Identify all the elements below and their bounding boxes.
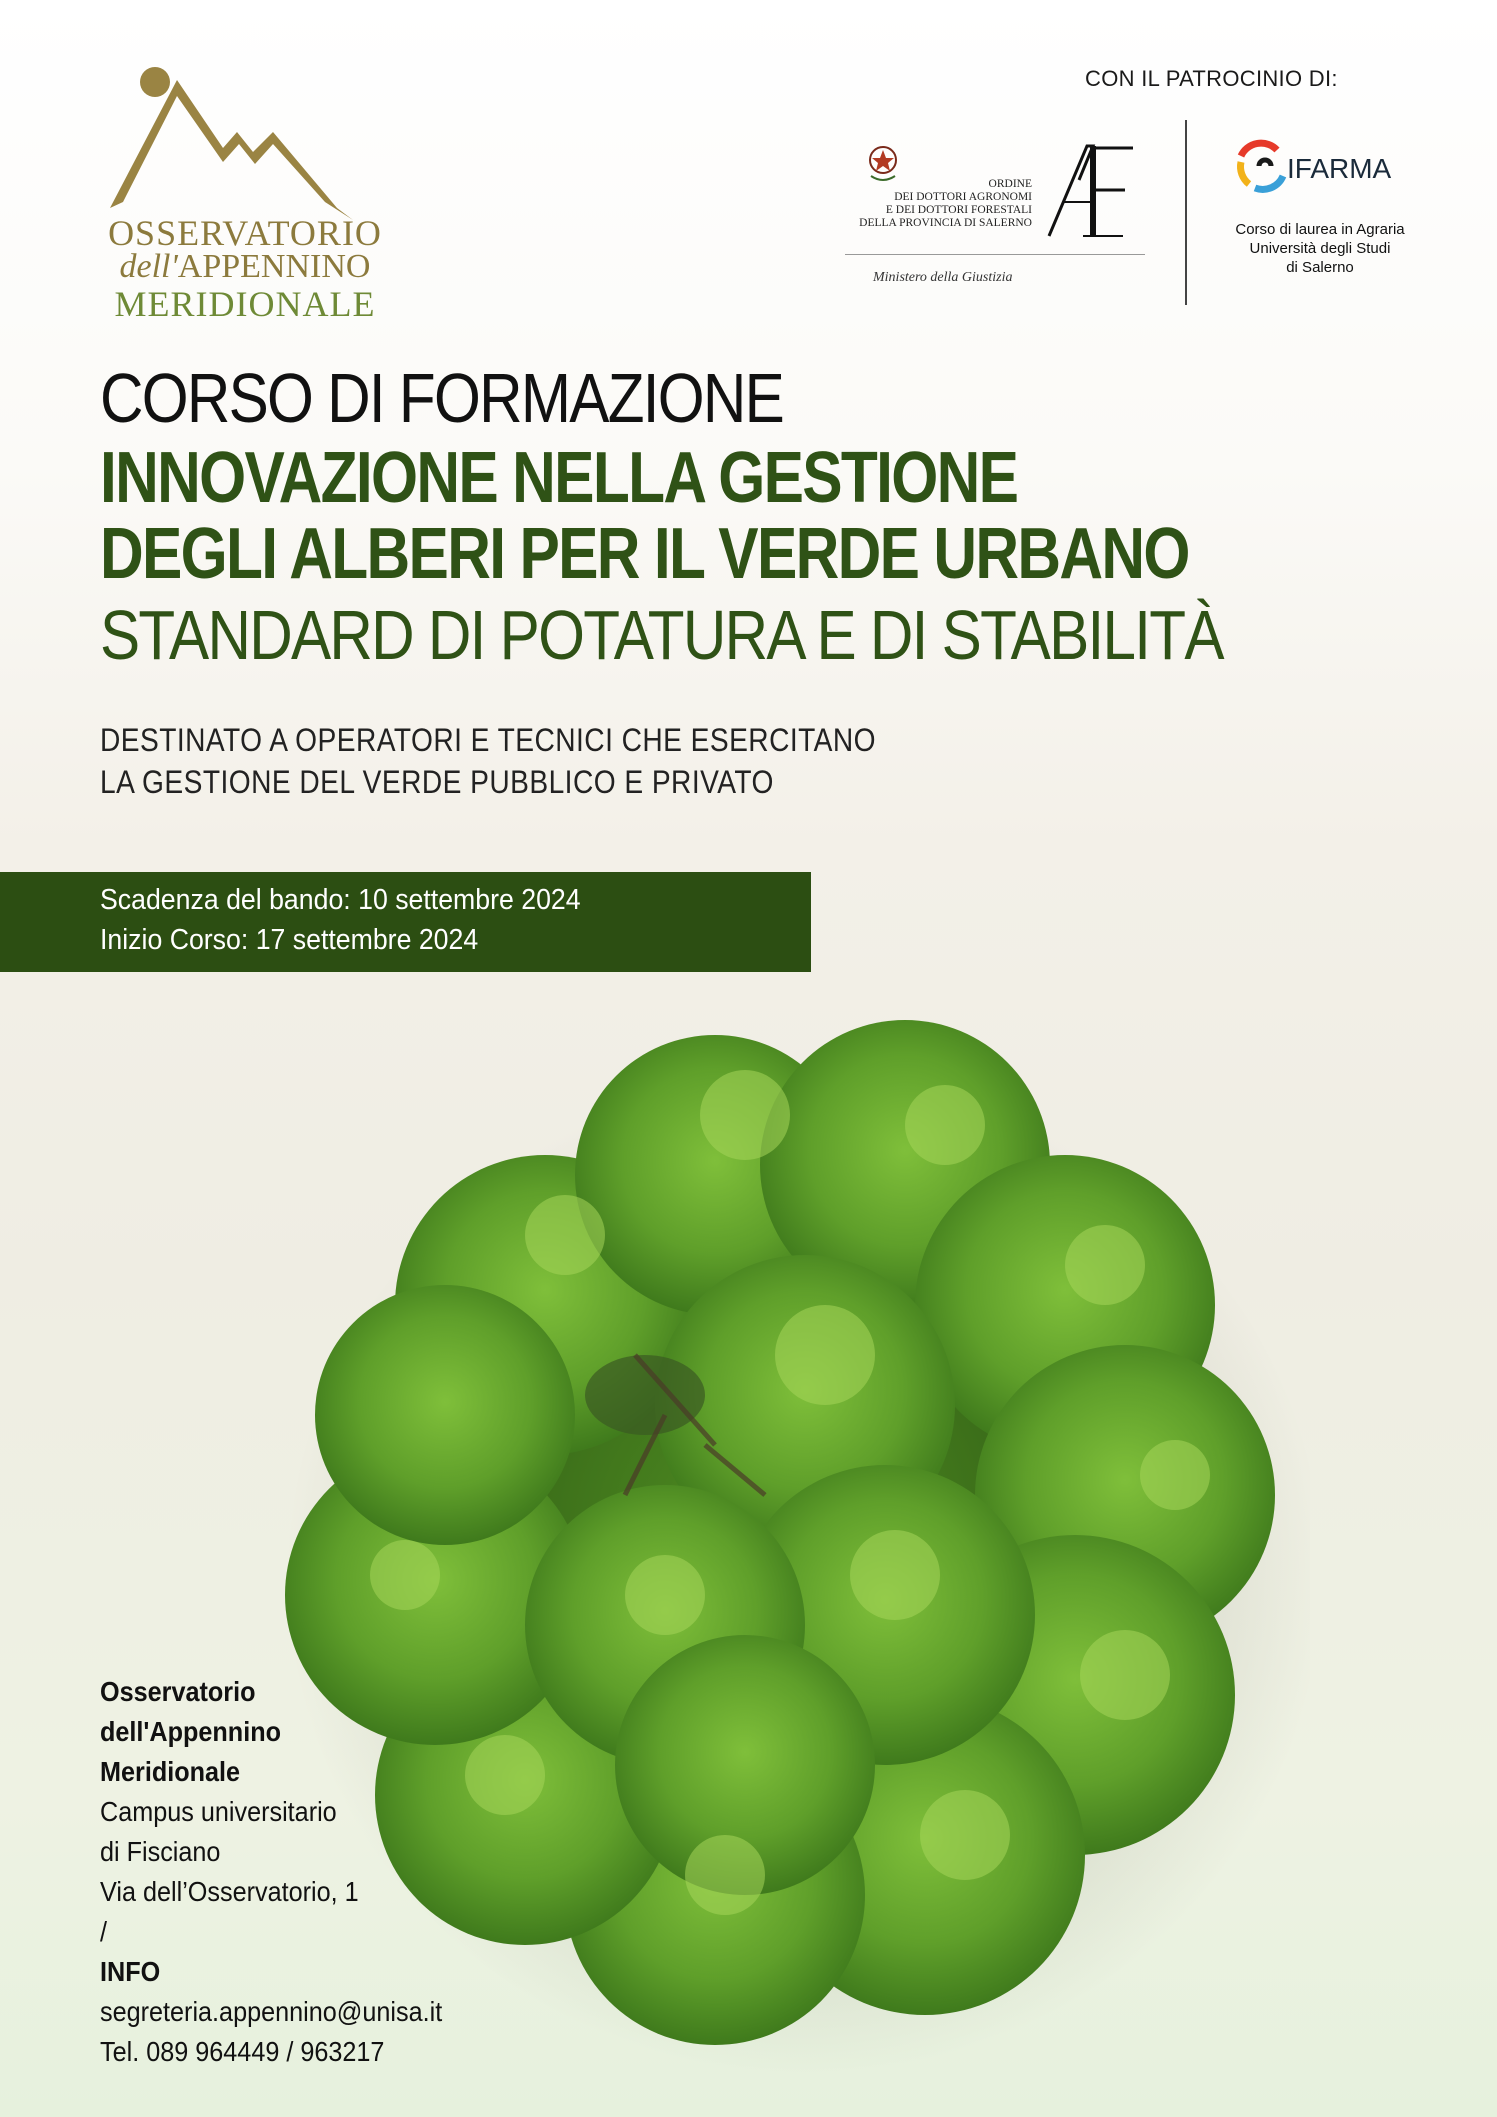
- ordine-agronomi-logo: [845, 130, 1150, 290]
- mountain-logo-icon: [95, 60, 395, 220]
- difarma-mark-icon: [1229, 136, 1419, 196]
- logo-line-1: OSSERVATORIO: [108, 213, 382, 253]
- phone-number: Tel. 089 964449 / 963217: [100, 2036, 385, 2067]
- address-line-1: Campus universitario: [100, 1796, 337, 1827]
- info-label: INFO: [100, 1956, 161, 1987]
- dates-banner: [0, 872, 811, 972]
- separator: /: [100, 1916, 108, 1947]
- org-name-line-1: Osservatorio: [100, 1676, 256, 1707]
- course-kicker: CORSO DI FORMAZIONE: [100, 359, 784, 437]
- deadline-date: Scadenza del bando: 10 settembre 2024: [100, 884, 581, 916]
- address-line-3: Via dell’Osservatorio, 1: [100, 1876, 359, 1907]
- patronage-divider: [1185, 120, 1187, 305]
- ordine-divider: [845, 254, 1145, 255]
- course-subtitle: STANDARD DI POTATURA E DI STABILITÀ: [100, 596, 1223, 674]
- start-date: Inizio Corso: 17 settembre 2024: [100, 924, 479, 956]
- address-line-2: di Fisciano: [100, 1836, 221, 1867]
- email-link[interactable]: segreteria.appennino@unisa.it: [100, 1996, 443, 2027]
- patronage-label: CON IL PATROCINIO DI:: [1085, 66, 1338, 91]
- target-audience-line-1: DESTINATO A OPERATORI E TECNICI CHE ESERCITANO: [100, 722, 877, 758]
- ministry-label: Ministero della Giustizia: [873, 270, 1013, 285]
- ordine-text: ORDINE DEI DOTTORI AGRONOMI E DEI DOTTORI FORESTALI DELLA PROVINCIA DI SALERNO: [859, 178, 1032, 229]
- target-audience-line-2: LA GESTIONE DEL VERDE PUBBLICO E PRIVATO: [100, 764, 774, 800]
- difarma-logo: [1225, 130, 1425, 290]
- logo-line-2: dell'APPENNINO: [119, 248, 371, 285]
- logo-line-3: MERIDIONALE: [114, 284, 376, 324]
- contact-info: [100, 1672, 460, 2072]
- af-mark-icon: [1043, 140, 1138, 240]
- org-name-line-3: Meridionale: [100, 1756, 241, 1787]
- org-name-line-2: dell'Appennino: [100, 1716, 281, 1747]
- organizer-logo: [95, 60, 395, 330]
- svg-text:IFARMA: IFARMA: [1287, 153, 1392, 184]
- course-title-line-2: DEGLI ALBERI PER IL VERDE URBANO: [100, 514, 1189, 594]
- difarma-text: Corso di laurea in Agraria Università degli Studi di Salerno: [1235, 221, 1405, 276]
- course-title-line-1: INNOVAZIONE NELLA GESTIONE: [100, 438, 1018, 518]
